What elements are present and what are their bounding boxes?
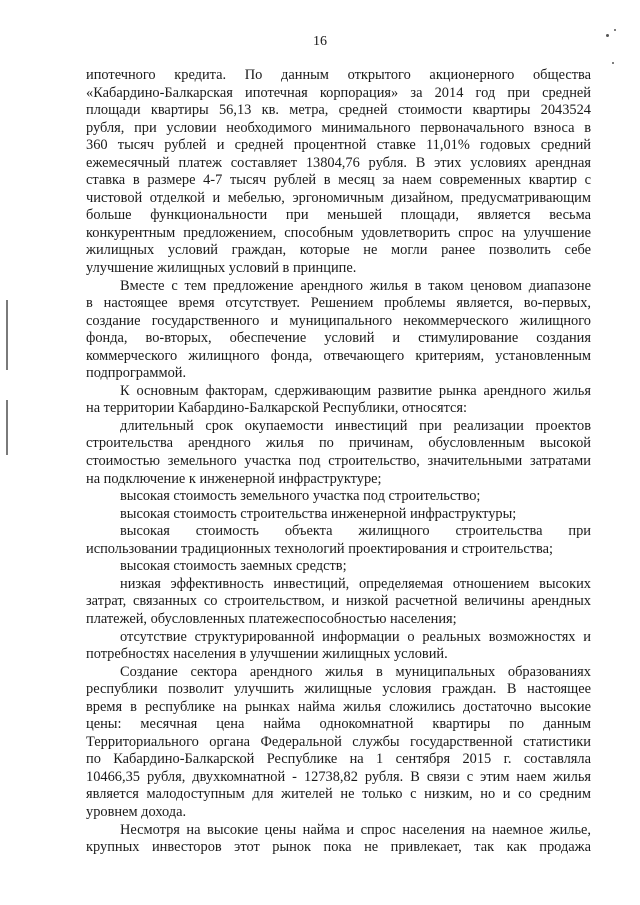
text-line: создание государственного и муниципального некоммерческого жилищного	[86, 312, 591, 329]
text-line: улучшение жилищных условий в принципе.	[86, 260, 357, 277]
text-line: высокая стоимость заемных средств;	[120, 558, 347, 575]
text-line: Создание сектора арендного жилья в муниципальных образованиях	[120, 663, 591, 680]
text-line: затрат, связанных со строительством, и низкой расчетной величины арендных	[86, 593, 591, 610]
text-line: в настоящее время отсутствует. Решением проблемы является, во-первых,	[86, 295, 591, 312]
document-body	[86, 67, 591, 857]
text-line: цены: месячная цена найма однокомнатной квартиры по данным	[86, 716, 591, 733]
text-line: 360 тысяч рублей и средней процентной ставке 11,01% годовых средний	[86, 137, 591, 154]
scan-margin-mark	[6, 300, 8, 370]
text-line: высокая стоимость строительства инженерной инфраструктуры;	[120, 505, 517, 522]
text-line: Территориального органа Федеральной службы государственной статистики	[86, 733, 591, 750]
scan-speck	[614, 29, 616, 31]
paragraph	[86, 523, 591, 558]
text-line: низкая эффективность инвестиций, определяемая отношением высоких	[120, 575, 591, 592]
text-line: ставка в размере 4-7 тысяч рублей в месяц за наем современных квартир с	[86, 172, 591, 189]
paragraph	[86, 822, 591, 857]
scan-speck	[606, 34, 609, 37]
text-line: на подключение к инженерной инфраструктуре;	[86, 470, 382, 487]
text-line: ипотечного кредита. По данным открытого акционерного общества	[86, 67, 591, 83]
text-line: уровнем дохода.	[86, 803, 187, 820]
text-line: ежемесячный платеж составляет 13804,76 рубля. В этих условиях арендная	[86, 154, 591, 171]
text-line: коммерческого жилищного фонда, отвечающего критериям, установленным	[86, 347, 591, 364]
paragraph	[86, 558, 591, 576]
paragraph	[86, 278, 591, 383]
text-line: больше функциональности при меньшей площади, является весьма	[86, 207, 591, 224]
text-line: высокая стоимость объекта жилищного строительства при	[120, 523, 591, 540]
page-number: 16	[313, 34, 327, 49]
text-line: длительный срок окупаемости инвестиций при реализации проектов	[120, 417, 591, 434]
text-line: фонда, во-вторых, обеспечение условий и стимулирование создания	[86, 330, 591, 347]
paragraph	[86, 488, 591, 506]
text-line: использовании традиционных технологий проектирования и строительства;	[86, 540, 554, 557]
paragraph	[86, 506, 591, 524]
text-line: Вместе с тем предложение арендного жилья в таком ценовом диапазоне	[120, 277, 591, 294]
text-line: по Кабардино-Балкарской Республике на 1 сентября 2015 г. составляла	[86, 751, 591, 768]
text-line: площади квартиры 56,13 кв. метра, средней стоимости квартиры 2043524	[86, 102, 591, 119]
text-line: подпрограммой.	[86, 365, 187, 382]
text-line: строительства арендного жилья по причинам, обусловленным высокой	[86, 435, 591, 452]
text-line: является малодоступным для жителей не только с низким, но и со средним	[86, 786, 591, 803]
paragraph	[86, 576, 591, 629]
text-line: рубля, при условии необходимого минимального первоначального взноса в	[86, 119, 591, 136]
text-line: конкурентным предложением, способным удовлетворить спрос на улучшение	[86, 224, 591, 241]
text-line: время в республике на рынках найма жилья сложились достаточно высокие	[86, 698, 591, 715]
text-line: платежей, обусловленных платежеспособностью населения;	[86, 610, 457, 627]
scan-margin-mark	[6, 400, 8, 455]
paragraph	[86, 418, 591, 488]
text-line: Несмотря на высокие цены найма и спрос населения на наемное жилье,	[120, 821, 591, 838]
text-line: крупных инвесторов этот рынок пока не привлекает, так как продажа	[86, 839, 591, 856]
paragraph	[86, 629, 591, 664]
paragraph	[86, 664, 591, 822]
scan-speck	[612, 62, 614, 64]
text-line: «Кабардино-Балкарская ипотечная корпорация» за 2014 год при средней	[86, 84, 591, 101]
text-line: стоимостью земельного участка под строительство, значительными затратами	[86, 453, 591, 470]
text-line: высокая стоимость земельного участка под строительство;	[120, 488, 481, 505]
text-line: на территории Кабардино-Балкарской Республики, относятся:	[86, 400, 468, 417]
text-line: К основным факторам, сдерживающим развитие рынка арендного жилья	[120, 382, 591, 399]
paragraph	[86, 67, 591, 278]
text-line: республики позволит улучшить жилищные условия граждан. В настоящее	[86, 681, 591, 698]
text-line: 10466,35 рубля, двухкомнатной - 12738,82 рубля. В связи с этим наем жилья	[86, 768, 591, 785]
text-line: чистовой отделкой и мебелью, эргономичным дизайном, предусматривающим	[86, 189, 591, 206]
text-line: отсутствие структурированной информации о реальных возможностях и	[120, 628, 591, 645]
text-line: жилищных условий граждан, которые не могли ранее позволить себе	[86, 242, 591, 259]
text-line: потребностях населения в улучшении жилищных условий.	[86, 646, 448, 663]
paragraph	[86, 383, 591, 418]
